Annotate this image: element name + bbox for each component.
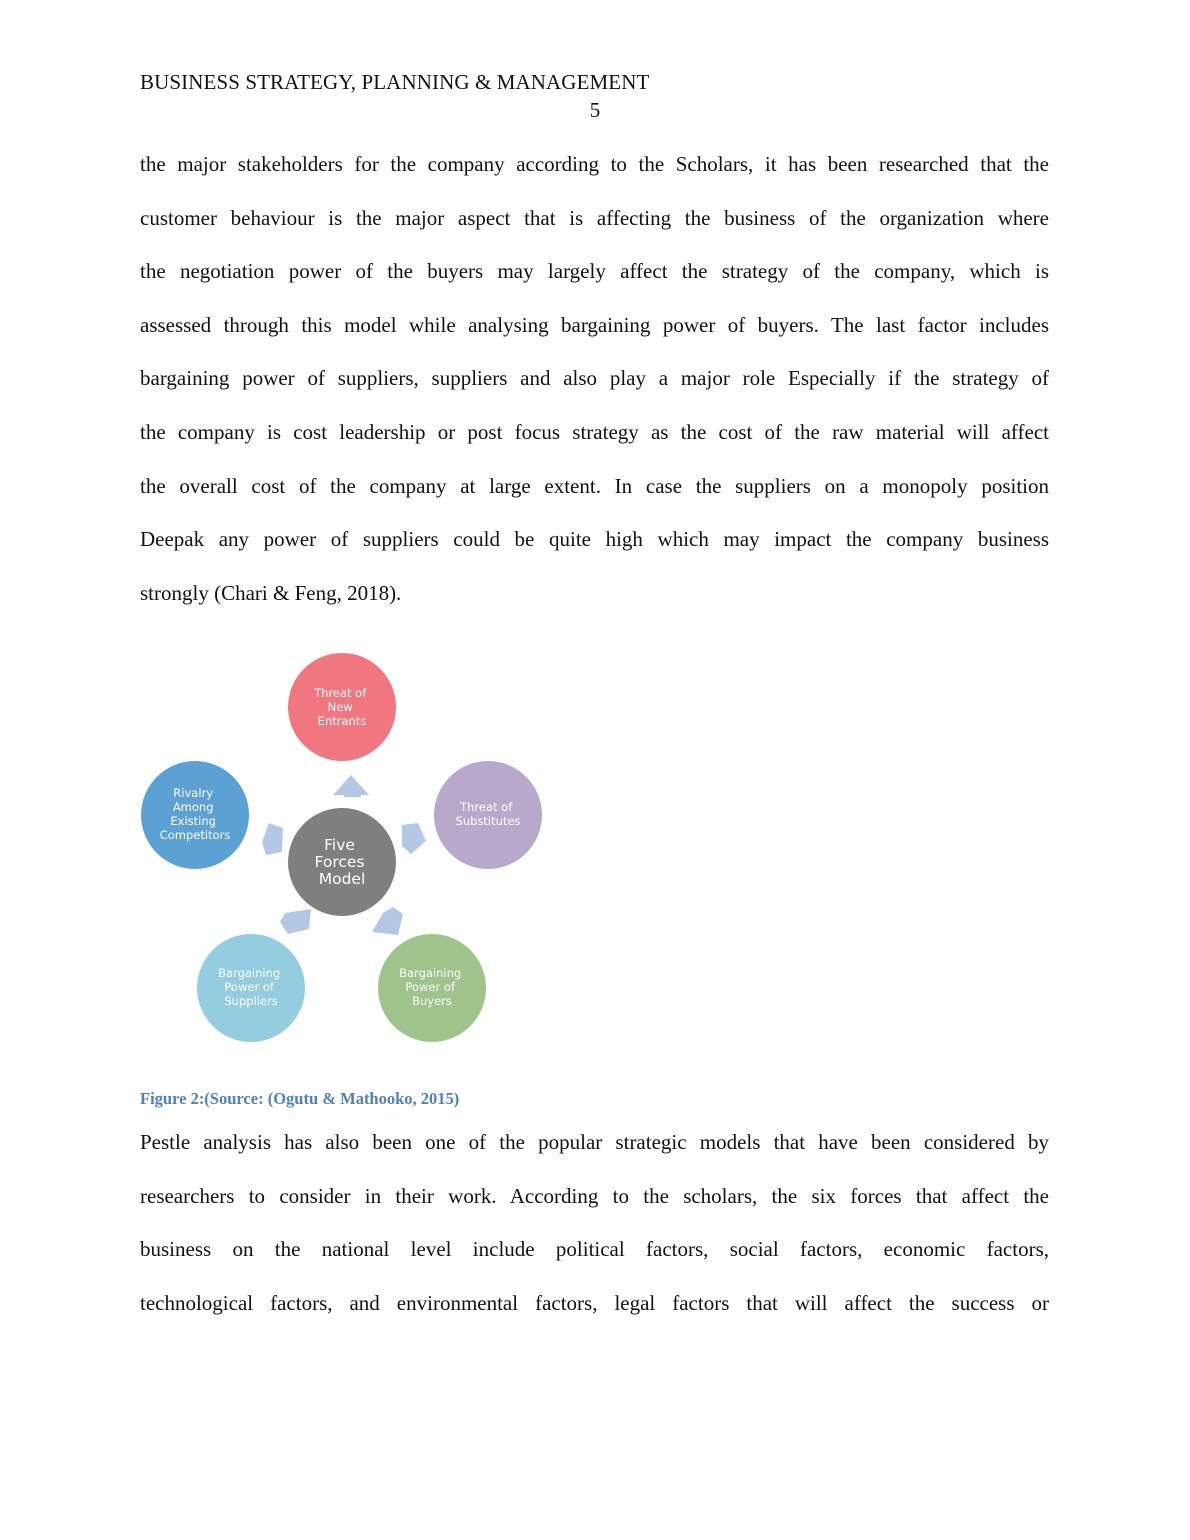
arrow-to-new-entrants — [333, 775, 369, 797]
node-rivalry — [141, 761, 249, 869]
suppliers-label-line: Bargaining — [218, 966, 281, 980]
buyers-label-line: Bargaining — [399, 966, 462, 980]
suppliers-label-line: Power of — [224, 980, 274, 994]
center-label-line: Five — [324, 836, 355, 854]
rivalry-label-line: Competitors — [159, 828, 231, 842]
diagram-canvas — [135, 645, 555, 1055]
rivalry-label-line: Rivalry — [173, 786, 214, 800]
text-line: strongly (Chari & Feng, 2018). — [140, 580, 402, 605]
node-suppliers — [197, 934, 305, 1042]
text-line: the company is cost leadership or post focus strategy as the cost of the raw material will affect — [140, 419, 1049, 444]
buyers-label-line: Buyers — [412, 994, 452, 1008]
paragraph-five-forces — [140, 138, 1049, 620]
text-line: the major stakeholders for the company according to the Scholars, it has been researched that the — [140, 152, 1049, 176]
text-line: the overall cost of the company at large extent. In case the suppliers on a monopoly position — [140, 473, 1049, 498]
text-line: the negotiation power of the buyers may largely affect the strategy of the company, which is — [140, 259, 1049, 284]
arrow-to-buyers — [372, 907, 403, 935]
rivalry-label-line: Among — [172, 800, 214, 814]
paragraph-pestle — [140, 1116, 1049, 1330]
text-line: business on the national level include political factors, social factors, economic factors, — [140, 1237, 1049, 1262]
suppliers-label-line: Suppliers — [224, 994, 278, 1008]
arrow-to-rivalry — [262, 823, 283, 855]
suppliers-label — [218, 966, 284, 1008]
five-forces-diagram — [135, 645, 555, 1055]
buyers-label-line: Power of — [405, 980, 455, 994]
node-substitutes — [434, 761, 542, 869]
text-line: bargaining power of suppliers, suppliers and also play a major role Especially if the strategy of — [140, 366, 1049, 391]
text-line: assessed through this model while analysing bargaining power of buyers. The last factor includes — [140, 312, 1049, 337]
text-line: technological factors, and environmental factors, legal factors that will affect the success or — [140, 1290, 1049, 1315]
text-line: researchers to consider in their work. According to the scholars, the six forces that affect the — [140, 1183, 1049, 1208]
text-line: customer behaviour is the major aspect that is affecting the business of the organization where — [140, 205, 1049, 230]
page-number: 5 — [589, 98, 601, 122]
new-entrants-label-line: Threat of — [314, 686, 367, 700]
node-new-entrants — [288, 653, 396, 761]
center-node — [288, 808, 396, 916]
rivalry-label-line: Existing — [170, 814, 216, 828]
substitutes-label-line: Substitutes — [455, 814, 521, 828]
text-line: Deepak any power of suppliers could be quite high which may impact the company business — [140, 527, 1049, 552]
text-line: Pestle analysis has also been one of the popular strategic models that have been considered by — [140, 1130, 1049, 1154]
figure-caption: Figure 2:(Source: (Ogutu & Mathooko, 2015) — [140, 1089, 460, 1108]
center-label-line: Forces — [314, 853, 365, 871]
arrow-to-suppliers — [280, 909, 311, 934]
center-label-line: Model — [318, 870, 366, 888]
substitutes-label — [456, 800, 521, 828]
new-entrants-label-line: New — [327, 700, 353, 714]
new-entrants-label-line: Entrants — [317, 714, 367, 728]
node-buyers — [378, 934, 486, 1042]
substitutes-label-line: Threat of — [460, 800, 513, 814]
running-head: BUSINESS STRATEGY, PLANNING & MANAGEMENT — [140, 70, 650, 94]
arrow-to-substitutes — [402, 823, 426, 854]
